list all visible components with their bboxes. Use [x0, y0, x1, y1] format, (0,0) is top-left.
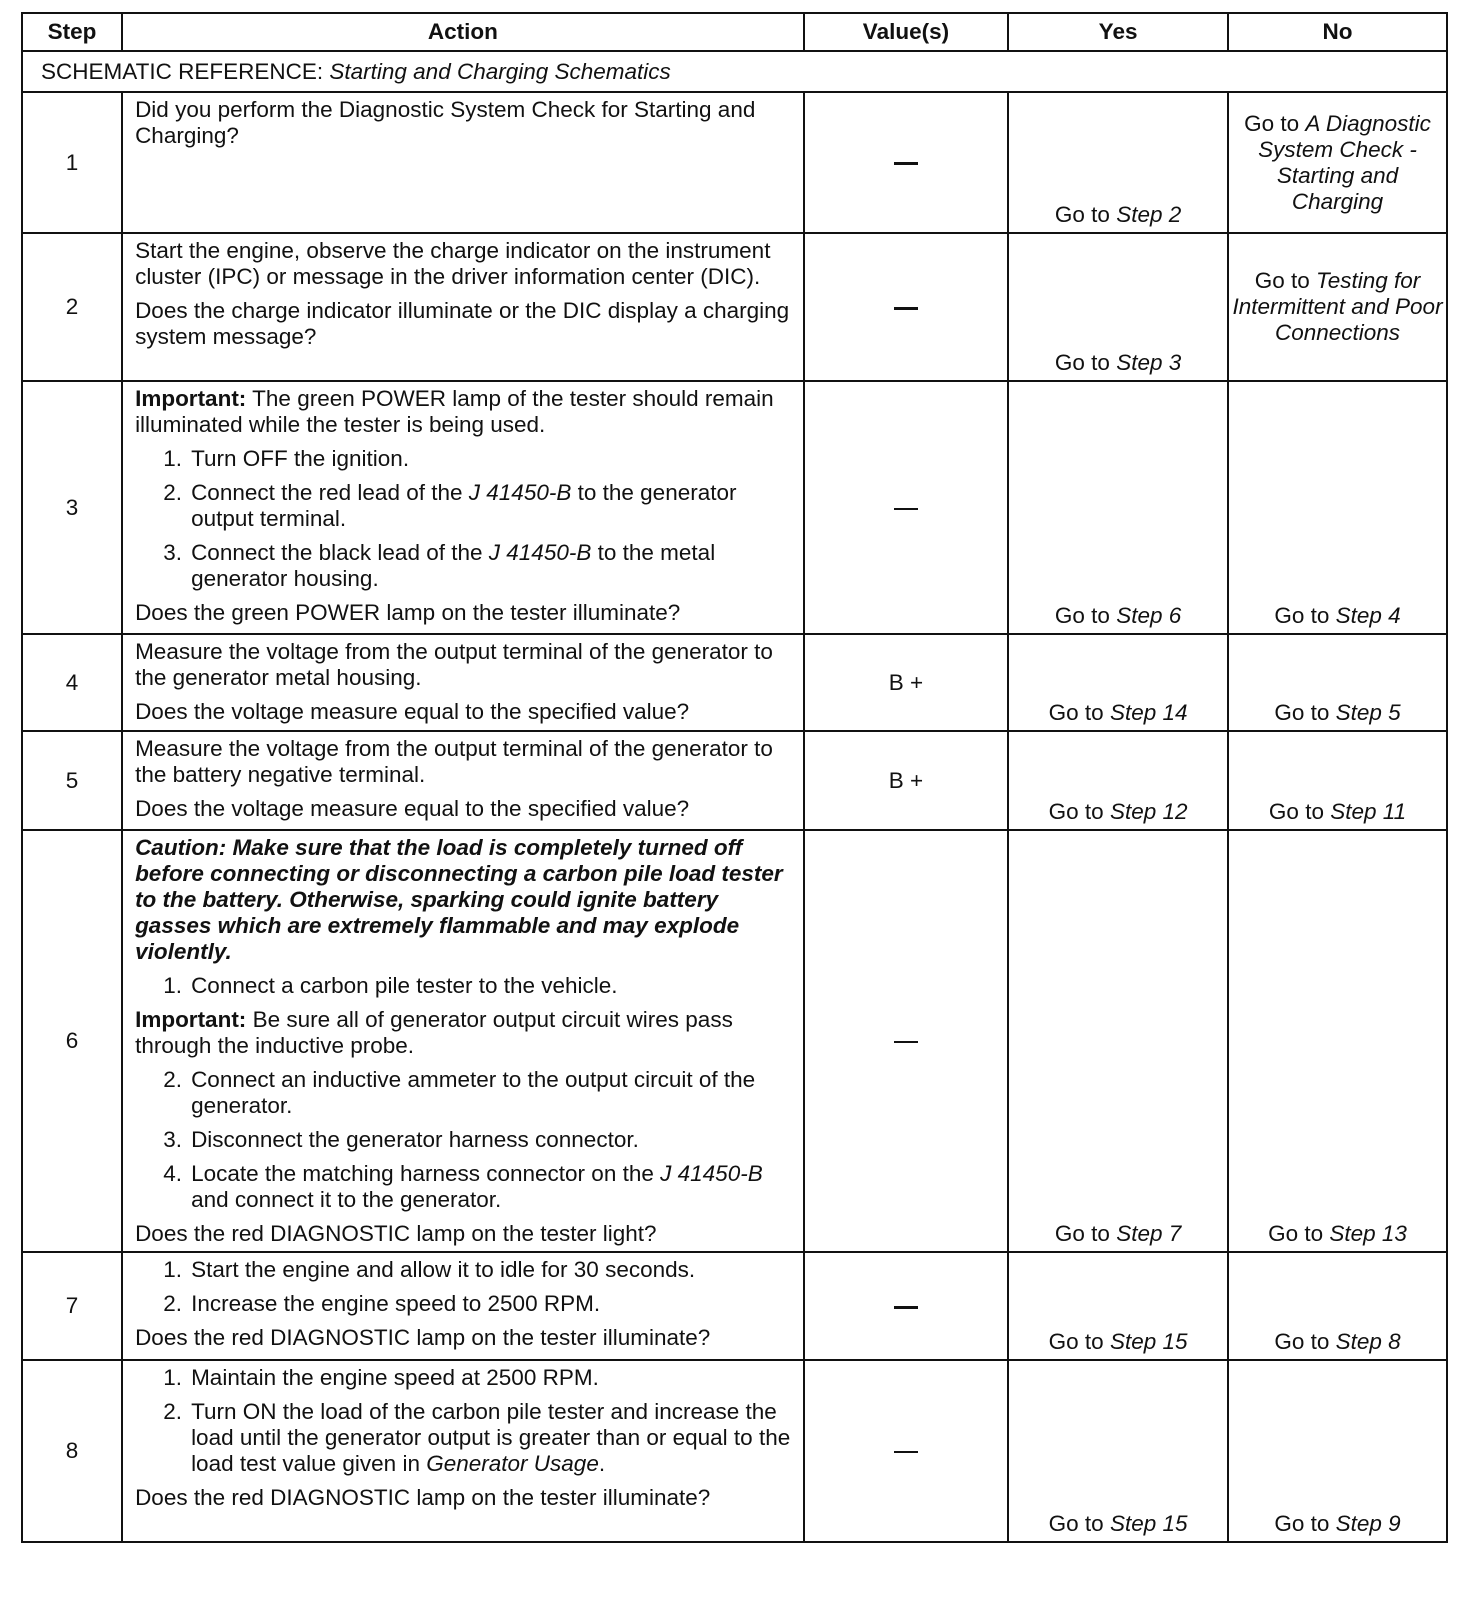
list-item [135, 1399, 793, 1477]
table-row [22, 731, 1447, 830]
list-item [135, 1161, 793, 1213]
table-row [22, 1360, 1447, 1542]
list-text-part: Connect the red lead of the [191, 480, 463, 505]
no-link[interactable]: Step 11 [1330, 799, 1407, 824]
step-number: 8 [22, 1360, 122, 1542]
no-cell [1228, 731, 1447, 830]
step-number: 4 [22, 634, 122, 731]
no-link[interactable]: A Diagnostic System Check - Starting and Charging [1258, 110, 1431, 214]
no-link[interactable]: Testing for Intermittent and Poor Connections [1232, 268, 1443, 345]
reference-link[interactable]: Generator Usage [426, 1451, 599, 1476]
step-number: 2 [22, 233, 122, 381]
yes-cell [1008, 1252, 1228, 1360]
caution-note: Caution: Make sure that the load is completely turned off before connecting or disconnecting a carbon pile load tester to the battery. Otherwise, sparking could ignite battery gasses which are extremely flammable and may explode violently. [135, 835, 783, 964]
yes-prefix: Go to [1054, 202, 1110, 227]
list-item [135, 973, 793, 999]
no-cell [1228, 381, 1447, 634]
no-link[interactable]: Step 5 [1335, 700, 1401, 725]
list-number: 2. [163, 1291, 183, 1316]
no-cell [1228, 233, 1447, 381]
no-prefix: Go to [1274, 1511, 1330, 1536]
no-cell [1228, 1252, 1447, 1360]
yes-prefix: Go to [1054, 603, 1110, 628]
no-prefix: Go to [1274, 603, 1330, 628]
list-item [135, 540, 793, 592]
table-row [22, 1252, 1447, 1360]
important-label: Important: [135, 1007, 247, 1032]
action-cell [122, 233, 804, 381]
no-prefix: Go to [1244, 110, 1300, 136]
yes-cell [1008, 92, 1228, 233]
list-item [135, 1127, 793, 1153]
yes-link[interactable]: Step 3 [1116, 350, 1182, 375]
value-cell [804, 1252, 1008, 1360]
em-dash [894, 1041, 918, 1043]
list-text [191, 1161, 793, 1213]
header-yes: Yes [1008, 13, 1228, 51]
list-text-part: to the metal generator housing. [191, 540, 716, 591]
yes-link[interactable]: Step 14 [1109, 700, 1188, 725]
em-dash [894, 1451, 918, 1453]
action-text: Measure the voltage from the output terminal of the generator to the battery negative terminal. [135, 736, 773, 787]
value-cell [804, 381, 1008, 634]
em-dash [894, 1306, 918, 1309]
no-link[interactable]: Step 9 [1335, 1511, 1401, 1536]
list-item [135, 1291, 793, 1317]
header-row [22, 13, 1447, 51]
schematic-reference-row [22, 51, 1447, 92]
schematic-reference-link[interactable]: Starting and Charging Schematics [329, 58, 671, 84]
yes-cell [1008, 731, 1228, 830]
step-number: 5 [22, 731, 122, 830]
table-row [22, 92, 1447, 233]
schematic-reference [22, 51, 1447, 92]
action-cell [122, 381, 804, 634]
yes-link[interactable]: Step 7 [1116, 1221, 1182, 1246]
list-text: Increase the engine speed to 2500 RPM. [191, 1291, 601, 1316]
yes-link[interactable]: Step 6 [1116, 603, 1182, 628]
action-text: Start the engine, observe the charge indicator on the instrument cluster (IPC) or message in the driver information center (DIC). [135, 238, 771, 289]
tool-reference[interactable]: J 41450-B [468, 480, 572, 505]
no-prefix: Go to [1268, 1221, 1324, 1246]
step-number: 7 [22, 1252, 122, 1360]
yes-cell [1008, 1360, 1228, 1542]
important-text: Be sure all of generator output circuit wires pass through the inductive probe. [135, 1007, 733, 1058]
table-row [22, 634, 1447, 731]
header-step: Step [22, 13, 122, 51]
list-item [135, 1067, 793, 1119]
table-row [22, 381, 1447, 634]
list-number: 2. [163, 1399, 183, 1424]
step-number: 1 [22, 92, 122, 233]
em-dash [894, 307, 918, 310]
list-text-part: Turn ON the load of the carbon pile tester and increase the load until the generator output is greater than or equal to the load test value given in [191, 1399, 791, 1476]
yes-link[interactable]: Step 15 [1109, 1329, 1188, 1354]
value-cell [804, 92, 1008, 233]
header-action: Action [122, 13, 804, 51]
action-cell [122, 92, 804, 233]
action-cell [122, 830, 804, 1252]
action-question: Does the green POWER lamp on the tester illuminate? [135, 600, 681, 625]
yes-cell [1008, 381, 1228, 634]
action-question: Does the red DIAGNOSTIC lamp on the tester illuminate? [135, 1485, 711, 1510]
tool-reference[interactable]: J 41450-B [488, 540, 592, 565]
yes-link[interactable]: Step 2 [1116, 202, 1182, 227]
value-cell: B + [804, 634, 1008, 731]
no-prefix: Go to [1254, 268, 1310, 293]
list-text-part: and connect it to the generator. [191, 1187, 502, 1212]
yes-cell [1008, 634, 1228, 731]
em-dash [894, 162, 918, 165]
list-text: Connect a carbon pile tester to the vehicle. [191, 973, 618, 998]
list-text [191, 540, 793, 592]
list-number: 1. [163, 973, 183, 998]
important-note [135, 386, 793, 438]
value-cell: B + [804, 731, 1008, 830]
no-link[interactable]: Step 4 [1335, 603, 1401, 628]
yes-prefix: Go to [1048, 799, 1104, 824]
action-text: Did you perform the Diagnostic System Check for Starting and Charging? [135, 97, 756, 148]
yes-prefix: Go to [1054, 350, 1110, 375]
em-dash [894, 508, 918, 510]
yes-prefix: Go to [1048, 1329, 1104, 1354]
yes-cell [1008, 233, 1228, 381]
list-number: 2. [163, 480, 183, 505]
value-cell [804, 1360, 1008, 1542]
action-cell [122, 634, 804, 731]
list-text: Turn OFF the ignition. [191, 446, 410, 471]
schematic-reference-label: SCHEMATIC REFERENCE: [41, 58, 324, 84]
list-number: 4. [163, 1161, 183, 1186]
list-text-part: Locate the matching harness connector on the [191, 1161, 654, 1186]
no-cell [1228, 1360, 1447, 1542]
diagnostic-table-container [21, 12, 1448, 1543]
yes-prefix: Go to [1048, 1511, 1104, 1536]
list-item [135, 1365, 793, 1391]
no-link[interactable]: Step 13 [1329, 1221, 1407, 1246]
yes-link[interactable]: Step 12 [1109, 799, 1188, 824]
table-row [22, 233, 1447, 381]
list-text-part: to the generator output terminal. [191, 480, 737, 531]
list-item [135, 480, 793, 532]
yes-link[interactable]: Step 15 [1109, 1511, 1188, 1536]
list-number: 3. [163, 1127, 183, 1152]
important-label: Important: [135, 386, 247, 411]
table-row [22, 830, 1447, 1252]
step-number: 6 [22, 830, 122, 1252]
list-number: 3. [163, 540, 183, 565]
diagnostic-table [21, 12, 1448, 1543]
no-cell [1228, 634, 1447, 731]
yes-prefix: Go to [1048, 700, 1104, 725]
list-item [135, 446, 793, 472]
action-question: Does the voltage measure equal to the specified value? [135, 796, 690, 821]
action-question: Does the charge indicator illuminate or the DIC display a charging system message? [135, 298, 790, 349]
action-cell [122, 1252, 804, 1360]
no-prefix: Go to [1274, 700, 1330, 725]
list-text: Start the engine and allow it to idle for 30 seconds. [191, 1257, 696, 1282]
action-cell [122, 1360, 804, 1542]
important-text: The green POWER lamp of the tester should remain illuminated while the tester is being used. [135, 386, 774, 437]
important-note [135, 1007, 793, 1059]
value-cell [804, 830, 1008, 1252]
list-text: Maintain the engine speed at 2500 RPM. [191, 1365, 599, 1390]
list-number: 1. [163, 446, 183, 471]
header-no: No [1228, 13, 1447, 51]
list-text [191, 480, 793, 532]
list-number: 1. [163, 1365, 183, 1390]
no-link[interactable]: Step 8 [1335, 1329, 1401, 1354]
action-question: Does the red DIAGNOSTIC lamp on the tester illuminate? [135, 1325, 711, 1350]
value-cell [804, 233, 1008, 381]
list-number: 2. [163, 1067, 183, 1092]
action-cell [122, 731, 804, 830]
list-text: Turn ON the load of the carbon pile tester and increase the load until the generator output is greater than or equal to the load test value given in Generator Usage. [191, 1399, 791, 1476]
tool-reference[interactable]: J 41450-B [660, 1161, 763, 1186]
list-text-part: Connect the black lead of the [191, 540, 483, 565]
list-text: Connect an inductive ammeter to the output circuit of the generator. [191, 1067, 756, 1118]
list-item [135, 1257, 793, 1283]
list-text: Disconnect the generator harness connector. [191, 1127, 639, 1152]
list-number: 1. [163, 1257, 183, 1282]
yes-cell [1008, 830, 1228, 1252]
no-prefix: Go to [1268, 799, 1324, 824]
action-question: Does the red DIAGNOSTIC lamp on the tester light? [135, 1221, 657, 1246]
header-values: Value(s) [804, 13, 1008, 51]
yes-prefix: Go to [1054, 1221, 1110, 1246]
no-cell [1228, 830, 1447, 1252]
no-cell [1228, 92, 1447, 233]
action-question: Does the voltage measure equal to the specified value? [135, 699, 690, 724]
action-text: Measure the voltage from the output terminal of the generator to the generator metal housing. [135, 639, 773, 690]
step-number: 3 [22, 381, 122, 634]
no-prefix: Go to [1274, 1329, 1330, 1354]
